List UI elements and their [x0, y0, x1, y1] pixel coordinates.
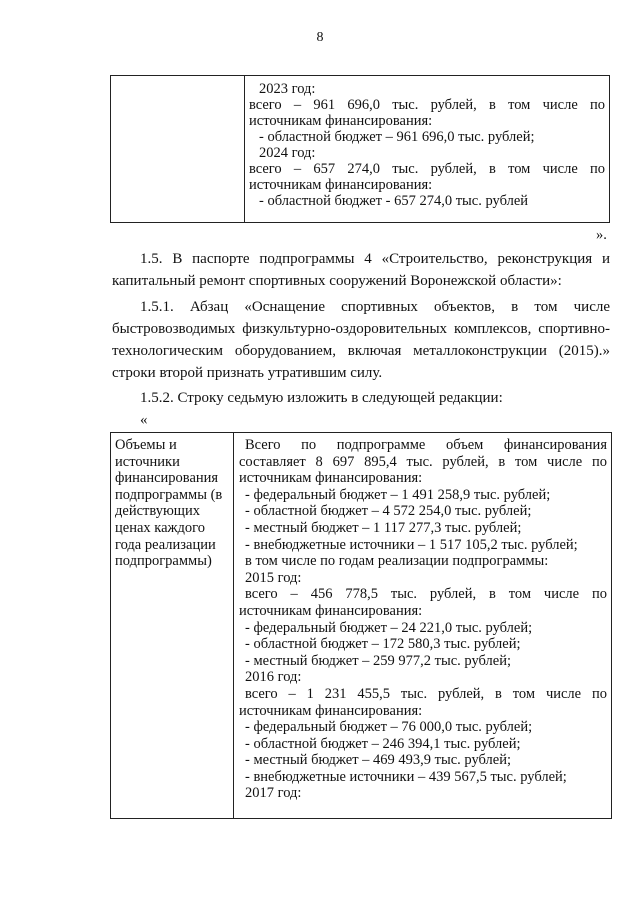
- federal-budget-2015: - федеральный бюджет – 24 221,0 тыс. рублей;: [245, 619, 533, 636]
- paragraph-1-5: [112, 248, 610, 292]
- row-header-line: Объемы и: [115, 437, 177, 453]
- row-header-line: финансирования: [115, 470, 219, 487]
- local-budget-2016: - местный бюджет – 469 493,9 тыс. рублей;: [245, 752, 512, 769]
- year-2016-total: всего – 1 231 455,5 тыс. рублей, в том числе по: [245, 685, 607, 702]
- local-budget-2015: - местный бюджет – 259 977,2 тыс. рублей;: [245, 652, 512, 669]
- paragraph-line: капитальный ремонт спортивных сооружений Воронежской области»:: [112, 273, 562, 289]
- page-number: 8: [316, 30, 324, 45]
- table-column-divider: [233, 433, 234, 818]
- federal-budget-total: - федеральный бюджет – 1 491 258,9 тыс. рублей;: [245, 486, 551, 503]
- row-header-line: года реализации: [115, 536, 216, 553]
- regional-budget-2016: - областной бюджет – 246 394,1 тыс. рублей;: [245, 735, 521, 752]
- row-header-line: ценах каждого: [115, 519, 206, 536]
- funding-sources-label: источникам финансирования:: [249, 177, 433, 193]
- funding-sources-label: источникам финансирования:: [239, 602, 423, 619]
- funding-table-continuation: [110, 75, 610, 223]
- funding-sources-label: источникам финансирования:: [239, 470, 423, 487]
- closing-quote: ».: [596, 227, 607, 243]
- paragraph-line: строки второй признать утратившим силу.: [112, 365, 383, 381]
- year-2024-total: всего – 657 274,0 тыс. рублей, в том числе по: [249, 161, 605, 177]
- year-2024-label: 2024 год:: [259, 145, 316, 161]
- year-2015-label: 2015 год:: [245, 569, 302, 586]
- year-2016-label: 2016 год:: [245, 669, 302, 686]
- by-years-label: в том числе по годам реализации подпрограммы:: [245, 553, 549, 570]
- funding-sources-label: источникам финансирования:: [239, 702, 423, 719]
- regional-budget-total: - областной бюджет – 4 572 254,0 тыс. рублей;: [245, 503, 532, 520]
- row-header-line: действующих: [115, 503, 200, 520]
- regional-budget-2015: - областной бюджет – 172 580,3 тыс. рублей;: [245, 636, 521, 653]
- paragraph-line: 1.5.2. Строку седьмую изложить в следующей редакции:: [140, 390, 503, 406]
- row-header-line: источники: [115, 453, 180, 470]
- year-2015-total: всего – 456 778,5 тыс. рублей, в том числе по: [245, 586, 607, 603]
- regional-budget-2023: - областной бюджет – 961 696,0 тыс. рублей;: [259, 129, 535, 145]
- opening-quote: «: [140, 412, 148, 428]
- table-column-divider: [244, 76, 245, 222]
- paragraph-line: 1.5. В паспорте подпрограммы 4 «Строительство, реконструкция и: [140, 251, 610, 267]
- funding-sources-label: источникам финансирования:: [249, 113, 433, 129]
- total-funding-line: Всего по подпрограмме объем финансирования: [245, 437, 607, 453]
- paragraph-line: технологическим оборудованием, включая металлоконструкции (2015).»: [112, 343, 610, 359]
- year-2023-label: 2023 год:: [259, 81, 316, 97]
- paragraph-line: быстровозводимых физкультурно-оздоровительных комплексов, спортивно-: [112, 321, 610, 337]
- funding-cell: [239, 437, 607, 802]
- row-header-line: подпрограммы): [115, 553, 212, 570]
- total-funding-line: составляет 8 697 895,4 тыс. рублей, в том числе по: [239, 453, 607, 470]
- row-header-line: подпрограммы (в: [115, 486, 223, 503]
- paragraph-1-5-2: [112, 387, 610, 409]
- paragraph-line: 1.5.1. Абзац «Оснащение спортивных объектов, в том числе: [140, 299, 610, 315]
- funding-table: [110, 432, 612, 819]
- year-2023-total: всего – 961 696,0 тыс. рублей, в том числе по: [249, 97, 605, 113]
- regional-budget-2024: - областной бюджет - 657 274,0 тыс. рублей: [259, 193, 529, 209]
- row-header-cell: [115, 437, 231, 570]
- federal-budget-2016: - федеральный бюджет – 76 000,0 тыс. рублей;: [245, 719, 533, 736]
- extrabudgetary-total: - внебюджетные источники – 1 517 105,2 тыс. рублей;: [245, 536, 578, 553]
- year-2017-label: 2017 год:: [245, 785, 302, 802]
- funding-cell: [249, 81, 605, 209]
- local-budget-total: - местный бюджет – 1 117 277,3 тыс. рублей;: [245, 519, 522, 536]
- paragraph-1-5-1: [112, 296, 610, 384]
- extrabudgetary-2016: - внебюджетные источники – 439 567,5 тыс. рублей;: [245, 768, 567, 785]
